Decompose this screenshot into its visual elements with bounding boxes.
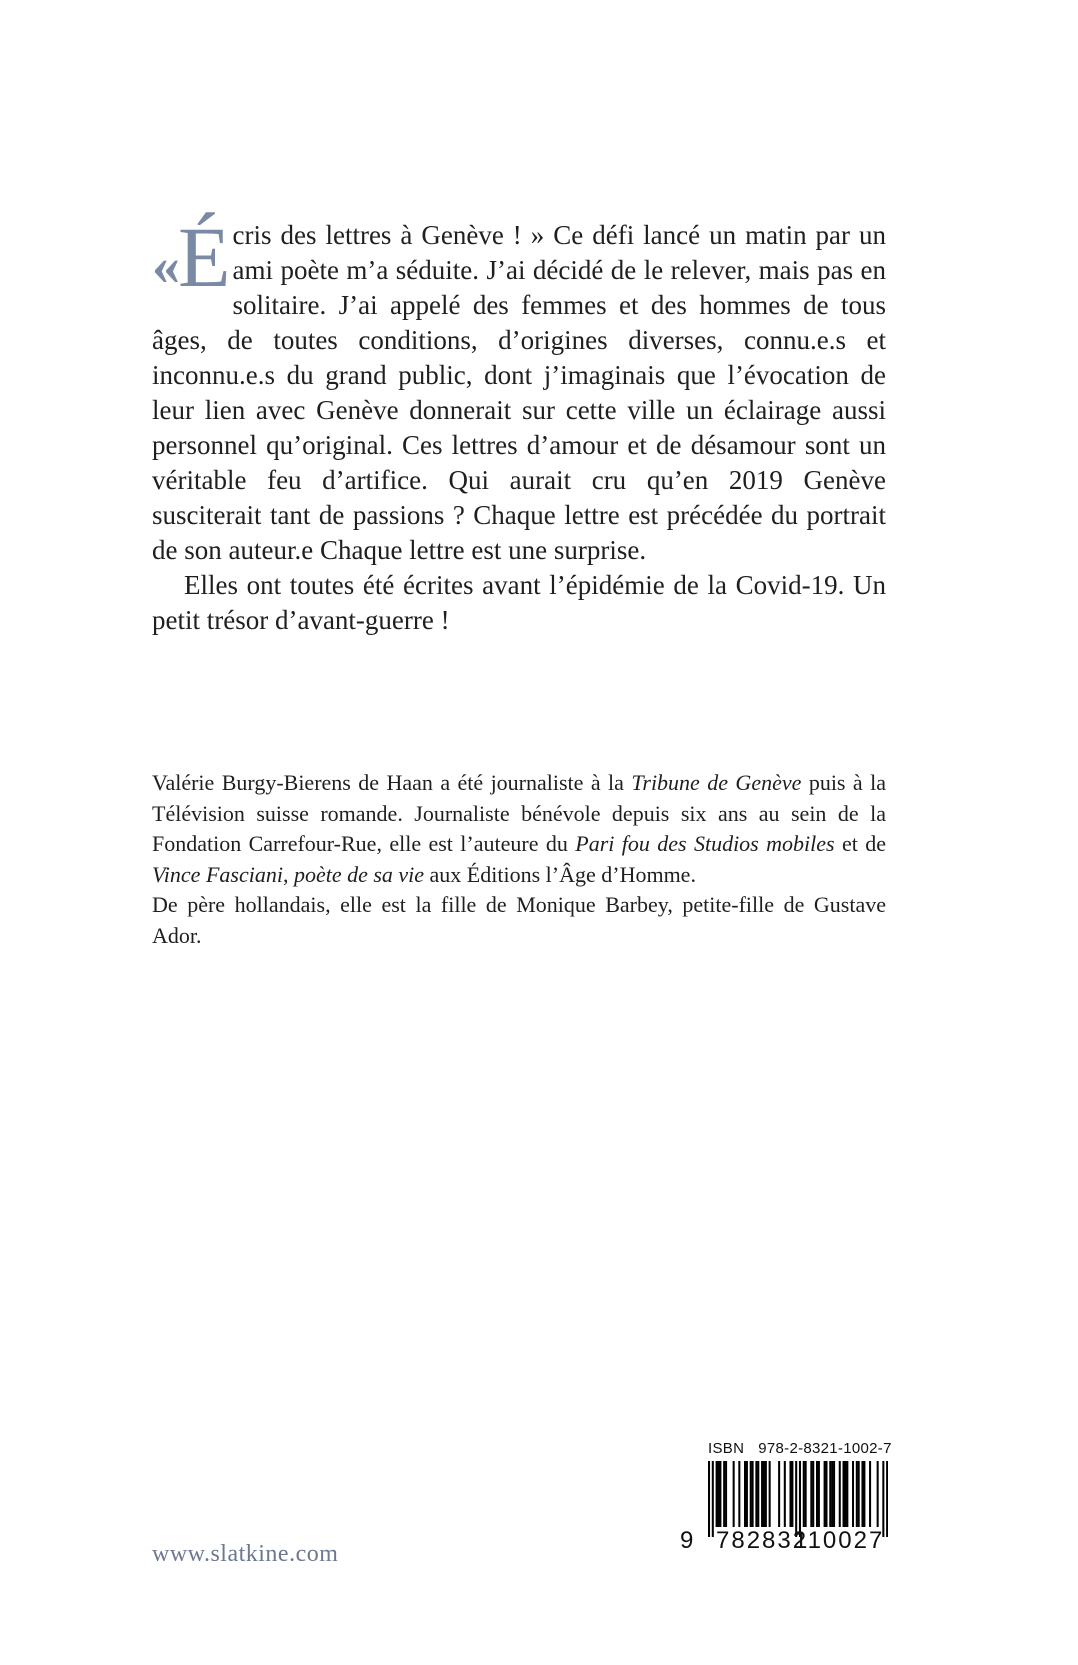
- barcode-bar: [833, 1461, 835, 1527]
- isbn-barcode: [680, 1440, 892, 1560]
- barcode-bar: [852, 1461, 854, 1527]
- bio-paragraph-1: [152, 768, 886, 890]
- dropcap-letter: É: [178, 209, 231, 305]
- barcode-digits-left: 782832: [716, 1527, 809, 1554]
- barcode-bar: [877, 1461, 879, 1527]
- publisher-website[interactable]: www.slatkine.com: [152, 1541, 339, 1567]
- barcode-bar: [795, 1461, 797, 1537]
- barcode-bar: [750, 1461, 752, 1527]
- barcode-bar: [824, 1461, 826, 1527]
- barcode-bar: [755, 1461, 757, 1527]
- barcode-bar: [882, 1461, 884, 1537]
- barcode-bar: [803, 1461, 805, 1527]
- bio-paragraph-2: De père hollandais, elle est la fille de Monique Barbey, petite-fille de Gustave Ador.: [152, 892, 886, 948]
- barcode-bar: [839, 1461, 841, 1527]
- opening-quote: «: [152, 235, 174, 297]
- barcode-bar: [818, 1461, 820, 1527]
- barcode-bar: [744, 1461, 746, 1527]
- barcode-bar: [765, 1461, 767, 1527]
- barcode-bar: [844, 1461, 846, 1527]
- title-tribune-de-geneve: Tribune de Genève: [631, 770, 802, 795]
- barcode-bar: [733, 1461, 735, 1527]
- barcode-bar: [861, 1461, 863, 1527]
- barcode-bar: [858, 1461, 860, 1527]
- barcode-bar: [761, 1461, 763, 1527]
- bio-text: et de: [834, 831, 886, 856]
- barcode-bar: [763, 1461, 765, 1527]
- barcode-bar: [717, 1461, 719, 1527]
- barcode-bar: [791, 1461, 793, 1527]
- barcode-bar: [752, 1461, 754, 1527]
- isbn-label: ISBN: [708, 1440, 745, 1457]
- barcode-bar: [716, 1461, 718, 1527]
- bio-text: ,: [282, 861, 294, 887]
- barcode-bar: [805, 1461, 807, 1527]
- barcode-bar: [869, 1461, 871, 1527]
- barcode-bar: [723, 1461, 725, 1527]
- barcode-bar: [725, 1461, 727, 1527]
- barcode-bar: [746, 1461, 748, 1527]
- barcode-bar: [769, 1461, 771, 1527]
- blurb: [152, 209, 886, 638]
- barcode-bar: [738, 1461, 740, 1527]
- barcode-graphic: [708, 1461, 888, 1537]
- barcode-bar: [799, 1461, 801, 1537]
- barcode-bar: [829, 1461, 831, 1527]
- title-poete-de-sa-vie: poète de sa vie: [293, 861, 425, 887]
- title-vince-fasciani: Vince Fasciani: [152, 861, 283, 887]
- barcode-bar: [856, 1461, 858, 1527]
- barcode-bar: [846, 1461, 848, 1527]
- barcode-bar: [886, 1461, 888, 1537]
- barcode-bar: [708, 1461, 710, 1537]
- blurb-paragraph-1-text: cris des lettres à Genève ! » Ce défi lancé un matin par un ami poète m’a séduite. J’ai décidé de le relever, mais pas en solitaire. J’ai appelé des femmes et des hommes de tous âges, de toutes conditions, d’origines diverses, connu.e.s et inconnu.e.s du grand public, dont j’imaginais que l’évocation de leur lien avec Genève donnerait sur cette ville un éclairage aussi personnel qu’original. Ces lettres d’amour et de désamour sont un véritable feu d’artifice. Qui aurait cru qu’en 2019 Genève susciterait tant de passions ? Chaque lettre est précédée du portrait de son auteur.e Chaque lettre est une surprise.: [152, 220, 886, 565]
- blurb-paragraph-1: [152, 209, 886, 568]
- barcode-bar: [778, 1461, 780, 1527]
- barcode-bar: [712, 1461, 714, 1537]
- barcode-digit-first: 9: [680, 1527, 696, 1554]
- barcode-bar: [843, 1461, 845, 1527]
- isbn-line: [708, 1440, 892, 1457]
- bio-text: Valérie Burgy-Bierens de Haan a été journaliste à la: [152, 770, 632, 795]
- barcode-bar: [825, 1461, 827, 1527]
- dropcap-group: [152, 209, 231, 305]
- isbn-number: 978-2-8321-1002-7: [758, 1440, 892, 1457]
- barcode-bar: [863, 1461, 865, 1527]
- barcode-bar: [810, 1461, 812, 1527]
- author-bio: [152, 768, 886, 951]
- barcode-bar: [816, 1461, 818, 1527]
- barcode-bar: [789, 1461, 791, 1527]
- bio-text: puis à la Télévision suisse romande. Journaliste bénévole depuis six ans au sein de la Fondation Carrefour-Rue, elle est l’auteure du: [152, 770, 886, 856]
- title-pari-fou: Pari fou des Studios mobiles: [575, 831, 835, 856]
- barcode-bar: [757, 1461, 759, 1527]
- barcode-bar: [719, 1461, 721, 1527]
- bio-text: aux Éditions l’Âge d’Homme.: [424, 861, 696, 887]
- barcode-digits-right: 110027: [794, 1527, 885, 1554]
- barcode-bar: [784, 1461, 786, 1527]
- barcode-bar: [812, 1461, 814, 1527]
- barcode-bar: [831, 1461, 833, 1527]
- blurb-paragraph-2: Elles ont toutes été écrites avant l’épidémie de la Covid-19. Un petit trésor d’avant-guerre !: [152, 570, 886, 635]
- barcode-bars: [708, 1461, 888, 1537]
